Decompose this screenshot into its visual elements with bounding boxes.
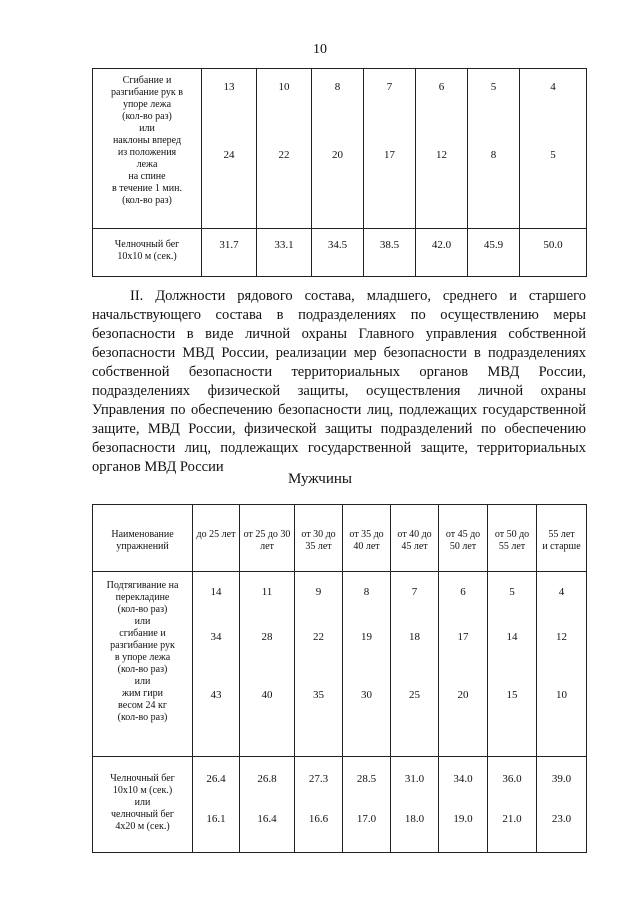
value-cell: 11 28 40 (240, 572, 295, 757)
value-cell: 33.1 (257, 229, 312, 277)
value-cell: 7 17 (364, 69, 416, 229)
header-cell: от 35 до 40 лет (343, 505, 391, 572)
exercise-label: Челночный бег 10x10 м (сек.) или челночный бег 4x20 м (сек.) (93, 757, 193, 853)
value-cell: 42.0 (416, 229, 468, 277)
table-row (93, 572, 587, 757)
header-cell: от 45 до 50 лет (439, 505, 488, 572)
value-cell: 10 22 (257, 69, 312, 229)
value-cell: 34.5 (312, 229, 364, 277)
value-cell: 5 14 15 (488, 572, 537, 757)
header-cell: до 25 лет (193, 505, 240, 572)
header-cell: от 40 до 45 лет (391, 505, 439, 572)
value-cell: 50.0 (520, 229, 587, 277)
standards-table-men (92, 504, 587, 853)
table-header-row (93, 505, 587, 572)
exercise-label: Сгибание и разгибание рук в упоре лежа (кол-во раз) или наклоны вперед из положения лежа на спине в течение 1 мин. (кол-во раз) (93, 69, 202, 229)
value-cell: 31.0 18.0 (391, 757, 439, 853)
value-cell: 14 34 43 (193, 572, 240, 757)
value-cell: 27.3 16.6 (295, 757, 343, 853)
standards-table-continued (92, 68, 587, 277)
table-row (93, 757, 587, 853)
value-cell: 8 19 30 (343, 572, 391, 757)
value-cell: 6 17 20 (439, 572, 488, 757)
header-cell: от 25 до 30 лет (240, 505, 295, 572)
value-cell: 28.5 17.0 (343, 757, 391, 853)
value-cell: 36.0 21.0 (488, 757, 537, 853)
value-cell: 31.7 (202, 229, 257, 277)
value-cell: 4 12 10 (537, 572, 587, 757)
exercise-label: Челночный бег 10x10 м (сек.) (93, 229, 202, 277)
table-row (93, 229, 587, 277)
value-cell: 5 8 (468, 69, 520, 229)
header-cell: Наименование упражнений (93, 505, 193, 572)
value-cell: 39.0 23.0 (537, 757, 587, 853)
value-cell: 8 20 (312, 69, 364, 229)
value-cell: 4 5 (520, 69, 587, 229)
value-cell: 13 24 (202, 69, 257, 229)
value-cell: 34.0 19.0 (439, 757, 488, 853)
value-cell: 38.5 (364, 229, 416, 277)
value-cell: 45.9 (468, 229, 520, 277)
value-cell: 7 18 25 (391, 572, 439, 757)
value-cell: 26.4 16.1 (193, 757, 240, 853)
page-number: 10 (313, 42, 327, 57)
value-cell: 6 12 (416, 69, 468, 229)
table-subtitle: Мужчины (288, 471, 352, 487)
header-cell: 55 лет и старше (537, 505, 587, 572)
value-cell: 26.8 16.4 (240, 757, 295, 853)
section-heading-paragraph: II. Должности рядового состава, младшего, среднего и старшего начальствующего состава в подразделениях по осуществлению меры безопасности в виде личной охраны Главного управления собственной безопасности МВД России, реализации мер безопасности в подразделениях собственной безопасности территориальных органов МВД России, подразделениях физической защиты, осуществления личной охраны Управления по обеспечению безопасности лиц, подлежащих государственной защите, МВД России, физической защиты подразделений по обеспечению безопасности лиц, подлежащих государственной защите, территориальных органов МВД России (92, 288, 586, 475)
value-cell: 9 22 35 (295, 572, 343, 757)
table-row (93, 69, 587, 229)
header-cell: от 30 до 35 лет (295, 505, 343, 572)
header-cell: от 50 до 55 лет (488, 505, 537, 572)
exercise-label: Подтягивание на перекладине (кол-во раз) или сгибание и разгибание рук в упоре лежа (кол-во раз) или жим гири весом 24 кг (кол-во раз) (93, 572, 193, 757)
